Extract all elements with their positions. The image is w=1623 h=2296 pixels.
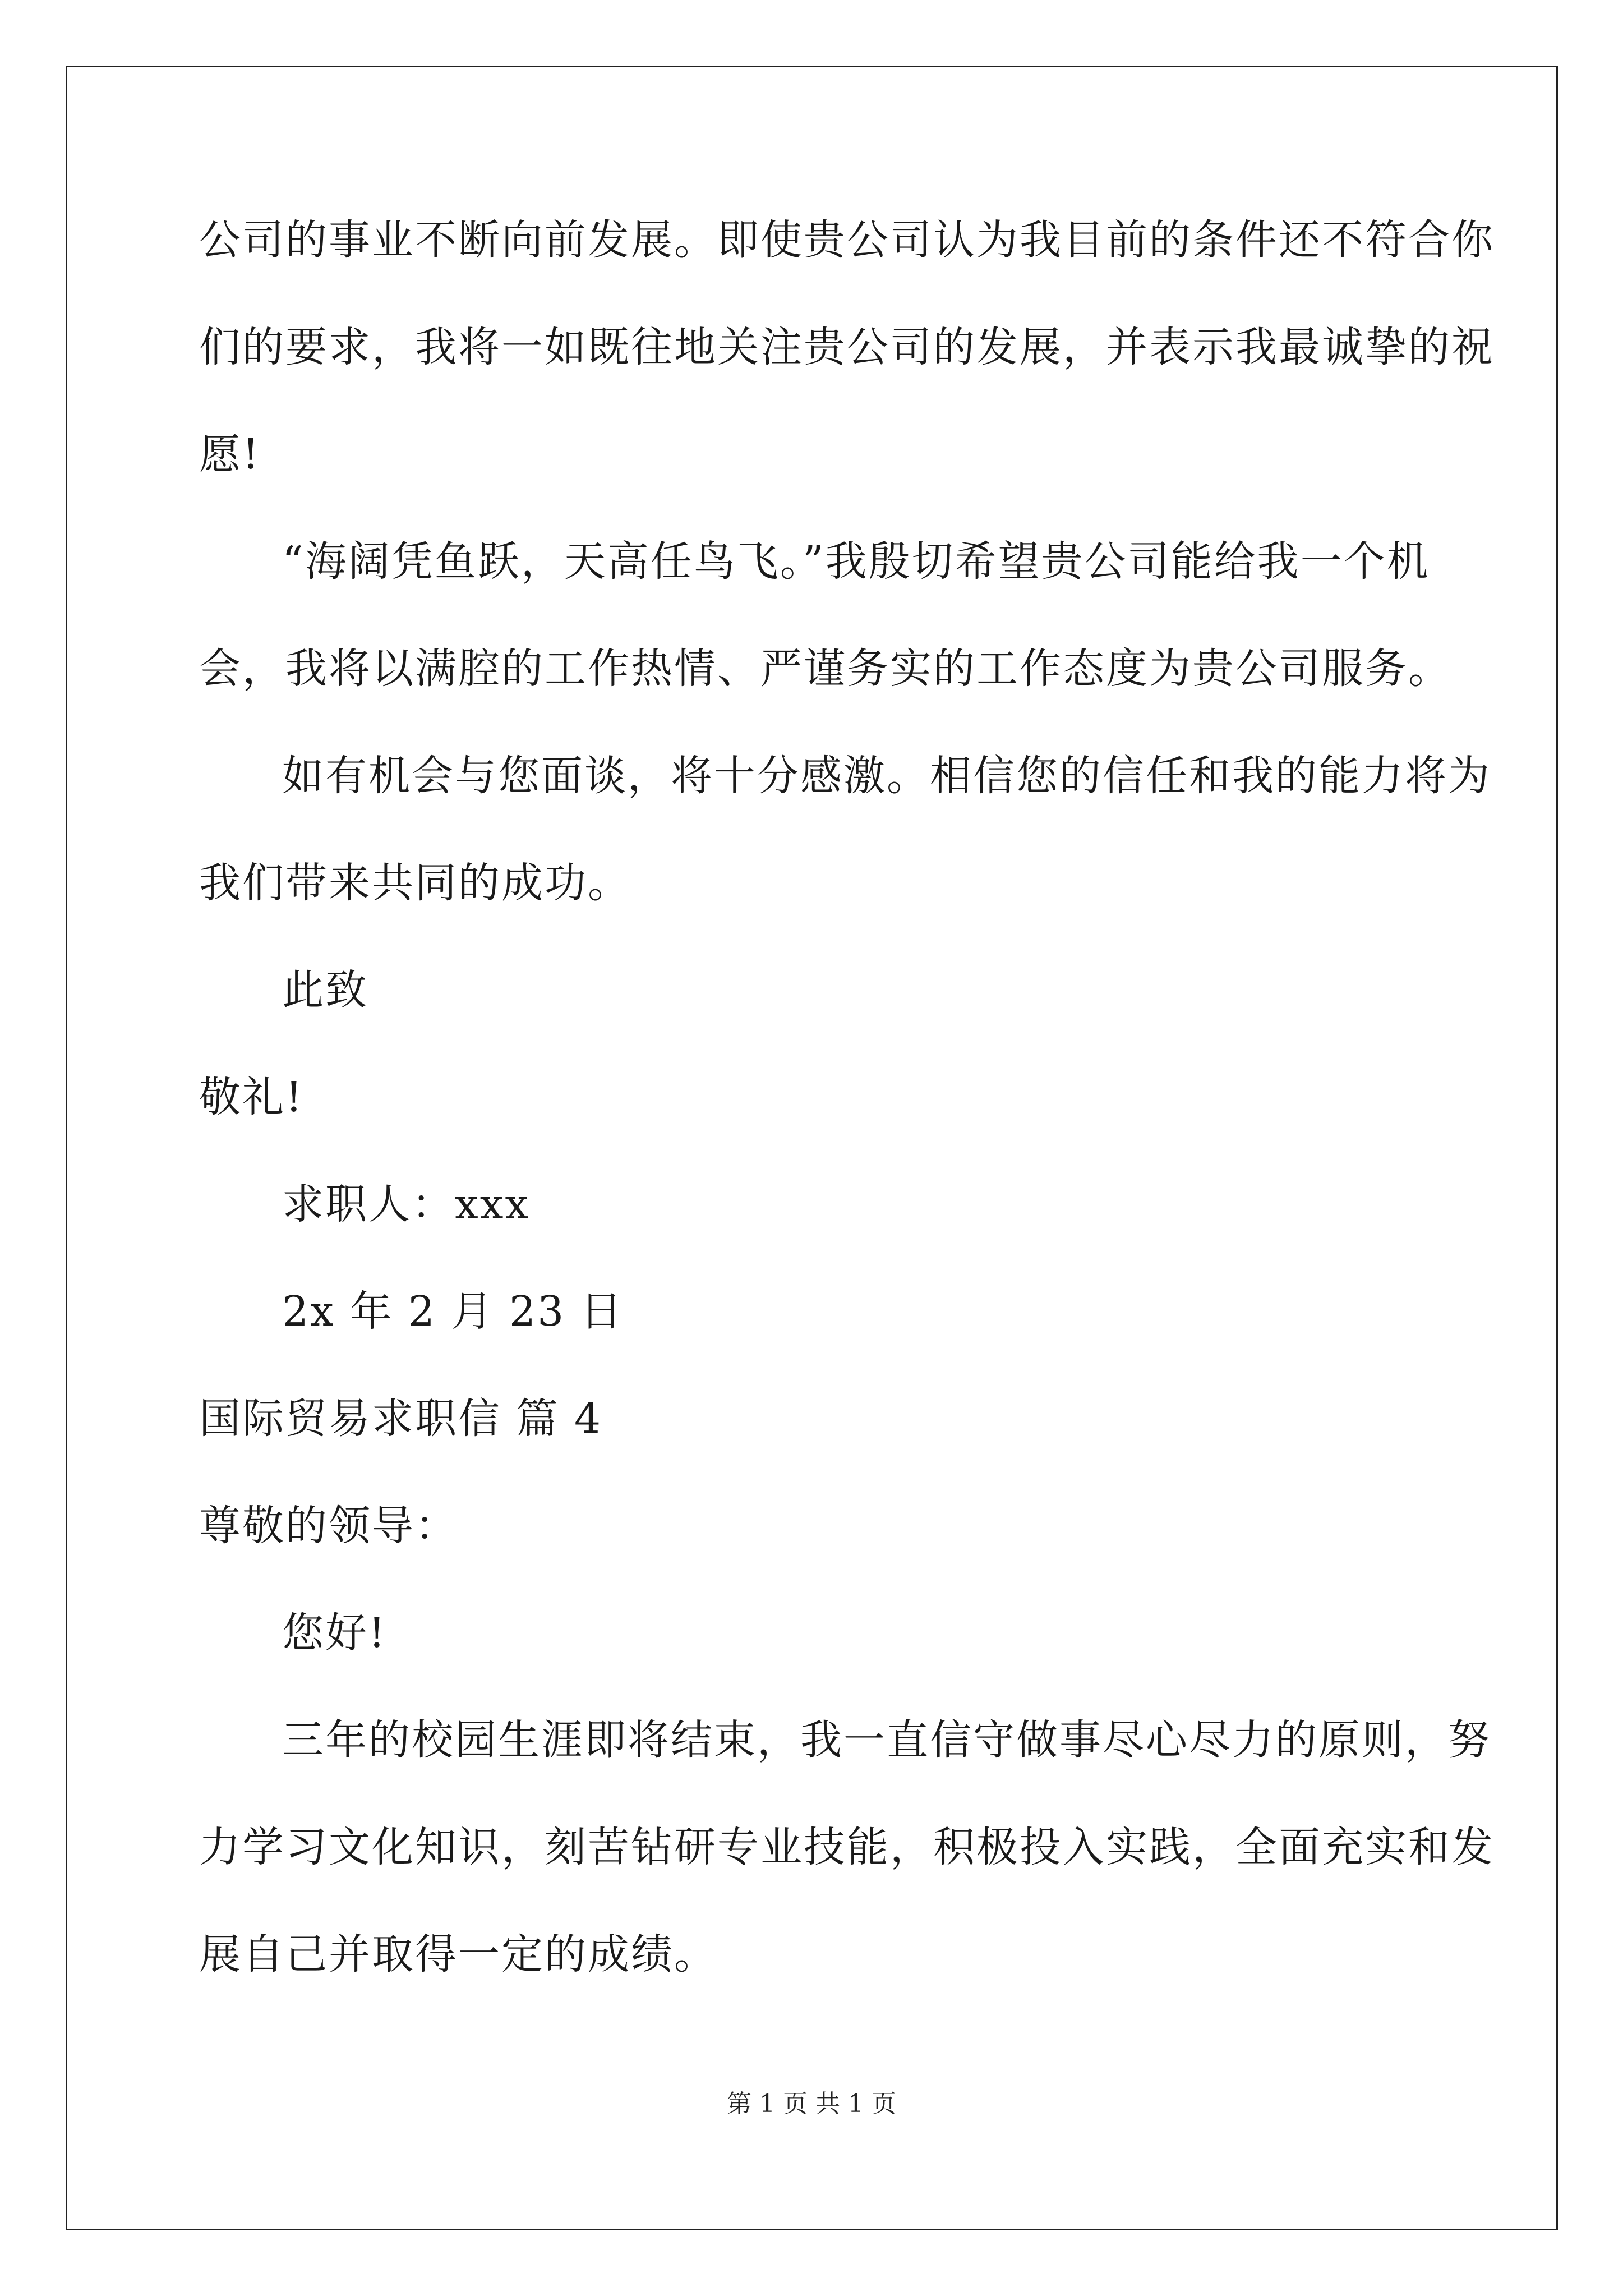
signature-applicant: 求职人：xxx (282, 1180, 531, 1228)
page-footer: 第 1 页 共 1 页 (727, 2090, 896, 2118)
signature-date: 2x 年 2 月 23 日 (282, 1287, 624, 1336)
paragraph-line: 愿! (199, 430, 261, 478)
paragraph-line: 三年的校园生涯即将结束，我一直信守做事尽心尽力的原则，努 (282, 1716, 1491, 1764)
paragraph-line: 如有机会与您面谈，将十分感激。相信您的信任和我的能力将为 (282, 752, 1491, 800)
paragraph-line: 力学习文化知识，刻苦钻研专业技能，积极投入实践，全面充实和发 (199, 1823, 1495, 1871)
section-heading: 国际贸易求职信 篇 4 (199, 1395, 603, 1443)
paragraph-line: 公司的事业不断向前发展。即使贵公司认为我目前的条件还不符合你 (199, 216, 1495, 264)
document-body (199, 213, 1495, 2035)
paragraph-line: 展自己并取得一定的成绩。 (199, 1930, 717, 1978)
paragraph-line: 我们带来共同的成功。 (199, 859, 631, 907)
closing-regards: 敬礼! (199, 1073, 304, 1121)
closing-salutation: 此致 (282, 966, 368, 1014)
paragraph-line: 会，我将以满腔的工作热情、严谨务实的工作态度为贵公司服务。 (199, 645, 1451, 693)
paragraph-line: “海阔凭鱼跃，天高任鸟飞。”我殷切希望贵公司能给我一个机 (282, 537, 1430, 586)
greeting: 您好! (282, 1609, 387, 1657)
greeting-recipient: 尊敬的领导： (199, 1502, 458, 1550)
paragraph-line: 们的要求，我将一如既往地关注贵公司的发展，并表示我最诚挚的祝 (199, 323, 1495, 371)
